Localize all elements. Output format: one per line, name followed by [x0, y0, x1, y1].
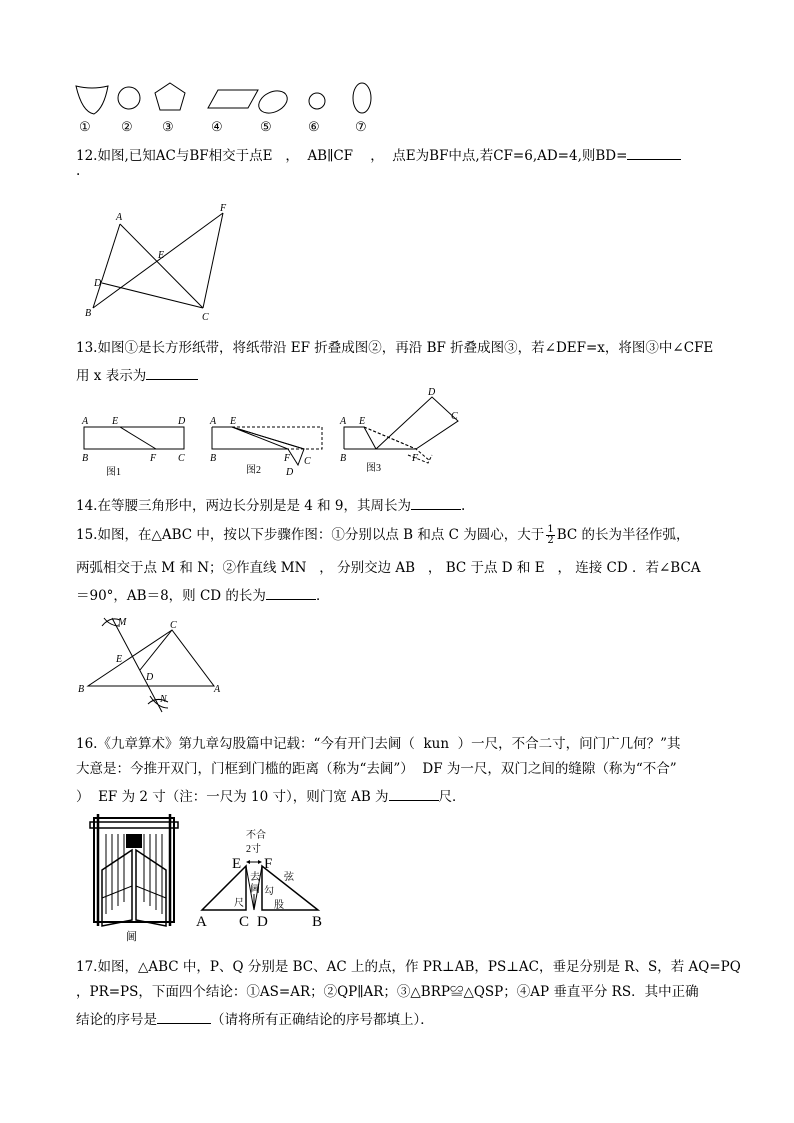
shape-5-ellipse — [255, 87, 291, 118]
q15-line2: 两弧相交于点 M 和 N；②作直线 MN ， 分别交边 AB ， BC 于点 D 和 E ， 连接 CD ．若∠BCA — [76, 560, 701, 576]
q15-label-n: N — [160, 694, 167, 705]
q16-gu-label: 股 — [274, 900, 284, 911]
shapes-row — [70, 78, 390, 136]
q15-line3-text: ＝90°，AB＝8，则 CD 的长为 — [76, 588, 266, 604]
q12-label-c: C — [202, 312, 209, 323]
q16-gou-label: 勾 — [264, 886, 274, 897]
q13-diagram — [78, 385, 468, 480]
q12-label-f: F — [220, 203, 227, 214]
q17-answer-blank[interactable] — [157, 1011, 211, 1024]
q13-f2-e: E — [230, 416, 237, 427]
q16-line3-a: ） EF 为 2 寸（注：一尺为 10 寸），则门宽 AB 为 — [76, 789, 389, 805]
q12-tail: . — [76, 163, 81, 179]
shape-label-6: ⑥ — [308, 120, 320, 135]
q17-line3-b: （请将所有正确结论的序号都填上）． — [211, 1012, 434, 1028]
q15-label-e: E — [116, 654, 123, 665]
q15-line3 — [76, 587, 726, 604]
q16-label-d: D — [257, 914, 268, 930]
q12-label-a: A — [116, 212, 123, 223]
q12-label-d: D — [94, 278, 102, 289]
q15-figure — [74, 612, 234, 720]
q17-line2: ，PR=PS，下面四个结论：①AS=AR；②QP∥AR；③△BRP≌△QSP；④AP 垂直平分 RS．其中正确 — [76, 984, 699, 1000]
shape-label-5: ⑤ — [260, 120, 272, 135]
shapes-figure — [70, 78, 390, 136]
q13-caption-3: 图3 — [366, 463, 381, 474]
q15-fraction — [546, 525, 554, 546]
q16-xian-label: 弦 — [284, 872, 294, 883]
q16-answer-blank[interactable] — [389, 788, 439, 801]
q17-line3-a: 结论的序号是 — [76, 1012, 157, 1028]
q16-line1: 16.《九章算术》第九章勾股篇中记载：“今有开门去阃（ kun ）一尺，不合二寸，问门广几何？”其 — [76, 736, 681, 752]
q15-diagram — [74, 612, 234, 720]
q13-line2-text: 用 x 表示为 — [76, 368, 147, 384]
shape-3-pentagon — [155, 83, 185, 110]
shape-4-parallelogram — [208, 90, 258, 108]
shape-label-1: ① — [79, 120, 91, 135]
q13-f3-a: A — [340, 416, 347, 427]
q16-chi-label: 尺 — [234, 898, 244, 909]
q13-figure — [78, 385, 468, 480]
q17-line1: 17.如图，△ABC 中，P、Q 分别是 BC、AC 上的点，作 PR⊥AB，PS⊥AC，垂足分别是 R、S，若 AQ=PQ — [76, 959, 741, 975]
q13-f1-f: F — [150, 453, 157, 464]
question-12 — [76, 147, 726, 164]
q12-figure — [80, 200, 240, 325]
q15-answer-blank[interactable] — [266, 587, 316, 600]
q16-kun-label: 阃 — [250, 884, 260, 895]
q12-label-b: B — [85, 308, 92, 319]
q14-text: 14.在等腰三角形中，两边长分别是是 4 和 9，其周长为 — [76, 498, 412, 514]
q13-f2-d: D — [286, 467, 294, 478]
q15-frac-den: 2 — [547, 535, 554, 546]
q13-answer-blank[interactable] — [146, 367, 198, 380]
shape-7-tall-ellipse — [353, 83, 371, 113]
q16-label-b: B — [312, 914, 323, 930]
q13-f3-e: E — [359, 416, 366, 427]
q16-label-a: A — [196, 914, 207, 930]
q16-label-e: E — [232, 856, 242, 872]
q15-line1-a: 15.如图，在△ABC 中，按以下步骤作图：①分别以点 B 和点 C 为圆心，大于 — [76, 527, 545, 543]
q15-frac-num: 1 — [547, 524, 554, 535]
q14-answer-blank[interactable] — [411, 497, 461, 510]
q13-line1: 13.如图①是长方形纸带，将纸带沿 EF 折叠成图②，再沿 BF 折叠成图③，若∠DEF=x，将图③中∠CFE — [76, 340, 714, 356]
q17-line3 — [76, 1011, 726, 1028]
q16-diagram — [86, 810, 336, 945]
q13-caption-2: 图2 — [246, 465, 261, 476]
q16-caption-kun: 阃 — [126, 931, 137, 943]
q16-label-c: C — [239, 914, 250, 930]
q16-line2: 大意是：今推开双门，门框到门槛的距离（称为“去阃”） DF 为一尺，双门之间的缝隙（称为“不合” — [76, 761, 677, 777]
shape-1-curved — [76, 86, 108, 114]
shape-label-3: ③ — [162, 120, 174, 135]
q16-label-f: F — [264, 856, 273, 872]
q15-label-a: A — [214, 684, 221, 695]
question-14 — [76, 497, 726, 514]
q13-f3-d: D — [428, 387, 436, 398]
shape-label-2: ② — [121, 120, 133, 135]
q12-diagram — [80, 200, 240, 325]
q16-cun-label: 2寸 — [246, 844, 261, 855]
q15-line1 — [76, 525, 726, 546]
q13-f1-a: A — [82, 416, 89, 427]
q13-f2-c: C — [304, 456, 311, 467]
q16-qu-label: 去 — [250, 872, 260, 883]
q15-label-c: C — [170, 620, 177, 631]
q16-line3-b: 尺． — [438, 789, 466, 805]
q15-label-b: B — [78, 684, 85, 695]
q13-f3-c: C — [451, 411, 458, 422]
q13-f1-e: E — [112, 416, 119, 427]
q15-tail: ． — [315, 588, 330, 604]
q12-label-e: E — [158, 250, 165, 261]
q12-answer-blank[interactable] — [627, 147, 681, 160]
q15-label-m: M — [118, 617, 127, 628]
q13-f1-d: D — [178, 416, 186, 427]
q16-buhe-label: 不合 — [246, 830, 266, 841]
q13-f2-f: F — [284, 453, 291, 464]
q12-text: 12.如图,已知AC与BF相交于点E ， AB∥CF ， 点E为BF中点,若CF=6,AD=4,则BD= — [76, 148, 628, 164]
shape-label-4: ④ — [211, 120, 223, 135]
q13-caption-1: 图1 — [106, 467, 121, 478]
q13-line2 — [76, 367, 726, 384]
q13-f2-b: B — [210, 453, 217, 464]
q15-label-d: D — [146, 672, 154, 683]
shape-6-small-circle — [309, 93, 325, 109]
q13-f1-b: B — [82, 453, 89, 464]
q13-f2-a: A — [210, 416, 217, 427]
q16-figure — [86, 810, 336, 945]
q13-f1-c: C — [178, 453, 185, 464]
q15-line1-b: BC 的长为半径作弧， — [556, 527, 690, 543]
shape-label-7: ⑦ — [355, 120, 367, 135]
shape-2-circle — [118, 87, 140, 109]
q14-tail: . — [461, 498, 466, 514]
q16-line3 — [76, 788, 726, 805]
q13-f3-f: F — [412, 453, 419, 464]
q13-f3-b: B — [340, 453, 347, 464]
